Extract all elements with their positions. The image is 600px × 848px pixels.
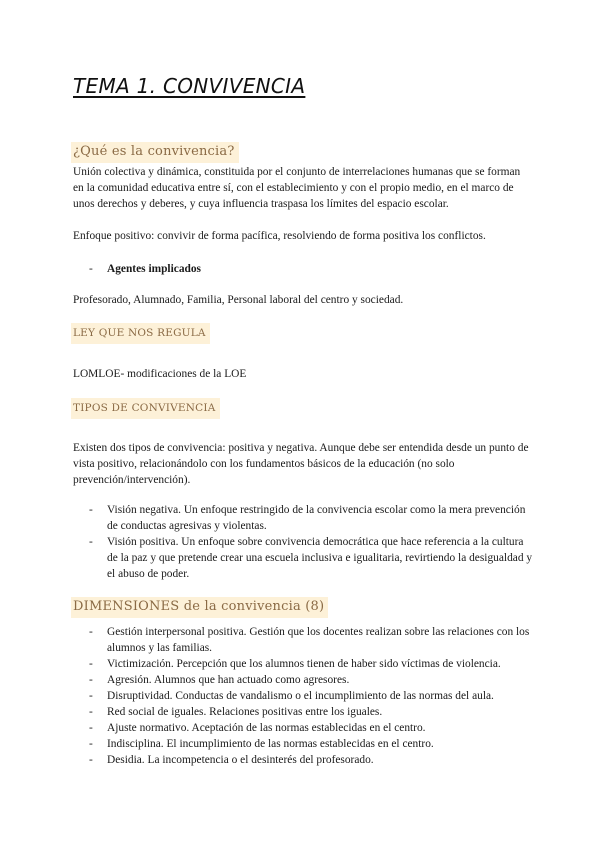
list-item: [73, 720, 533, 736]
dimension-item: Victimización. Percepción que los alumnos tienen de haber sido víctimas de violencia.: [107, 658, 501, 670]
list-item: [73, 502, 533, 534]
list-item: [73, 624, 533, 656]
list-item: [73, 704, 533, 720]
dash-bullet: -: [89, 626, 93, 638]
tipos-list: [73, 502, 533, 582]
list-item: [73, 672, 533, 688]
heading-que-es: ¿Qué es la convivencia?: [71, 142, 239, 163]
heading-dimensiones-main: DIMENSIONES: [73, 599, 180, 614]
dimension-item: Ajuste normativo. Aceptación de las normas establecidas en el centro.: [107, 722, 426, 734]
heading-ley: [71, 323, 210, 344]
dimension-item: Desidia. La incompetencia o el desinterés del profesorado.: [107, 754, 374, 766]
dash-bullet: -: [89, 263, 93, 275]
dash-bullet: -: [89, 706, 93, 718]
list-item: [73, 752, 533, 768]
dimension-item: Gestión interpersonal positiva. Gestión que los docentes realizan sobre las relaciones con los alumnos y las familias.: [107, 626, 530, 654]
dimension-item: Agresión. Alumnos que han actuado como agresores.: [107, 674, 350, 686]
heading-dimensiones: [71, 597, 328, 618]
heading-tipos: [71, 398, 220, 419]
heading-tipos-text: TIPOS DE CONVIVENCIA: [73, 402, 216, 414]
page-title: TEMA 1. CONVIVENCIA: [73, 74, 306, 98]
dash-bullet: -: [89, 536, 93, 548]
agentes-list: [73, 261, 533, 277]
agentes-text: Profesorado, Alumnado, Familia, Personal laboral del centro y sociedad.: [73, 294, 404, 306]
enfoque-paragraph: Enfoque positivo: convivir de forma pacífica, resolviendo de forma positiva los conflictos.: [73, 230, 486, 242]
definition-paragraph: Unión colectiva y dinámica, constituida por el conjunto de interrelaciones humanas que se forman en la comunidad educativa entre sí, con el establecimiento y con el propio medio, en el marco de unos derechos y deberes, y cuya influencia traspasa los límites del espacio escolar.: [73, 166, 521, 210]
dash-bullet: -: [89, 674, 93, 686]
dash-bullet: -: [89, 722, 93, 734]
dimensiones-list: [73, 624, 533, 768]
dash-bullet: -: [89, 738, 93, 750]
heading-dimensiones-rest: de la convivencia (8): [179, 599, 325, 614]
dash-bullet: -: [89, 690, 93, 702]
tipos-item-positiva: Visión positiva. Un enfoque sobre convivencia democrática que hace referencia a la cultura de la paz y que pretende crear una escuela inclusiva e igualitaria, revirtiendo la desigualdad y el abuso de poder.: [107, 536, 533, 580]
list-item: [73, 688, 533, 704]
tipos-item-negativa: Visión negativa. Un enfoque restringido de la convivencia escolar como la mera prevención de conductas agresivas y violentas.: [107, 504, 526, 532]
list-item: [73, 261, 533, 277]
agentes-label: Agentes implicados: [107, 263, 201, 275]
tipos-intro: Existen dos tipos de convivencia: positiva y negativa. Aunque debe ser entendida desde un punto de vista positivo, relacionándolo con los fundamentos básicos de la educación (no solo prevención/intervención).: [73, 442, 529, 486]
dimension-item: Indisciplina. El incumplimiento de las normas establecidas en el centro.: [107, 738, 434, 750]
dimension-item: Disruptividad. Conductas de vandalismo o el incumplimiento de las normas del aula.: [107, 690, 494, 702]
ley-text: LOMLOE- modificaciones de la LOE: [73, 368, 247, 380]
list-item: [73, 656, 533, 672]
dash-bullet: -: [89, 658, 93, 670]
heading-ley-text: LEY QUE NOS REGULA: [73, 327, 206, 339]
list-item: [73, 736, 533, 752]
dash-bullet: -: [89, 504, 93, 516]
list-item: [73, 534, 533, 582]
dimension-item: Red social de iguales. Relaciones positivas entre los iguales.: [107, 706, 383, 718]
dash-bullet: -: [89, 754, 93, 766]
